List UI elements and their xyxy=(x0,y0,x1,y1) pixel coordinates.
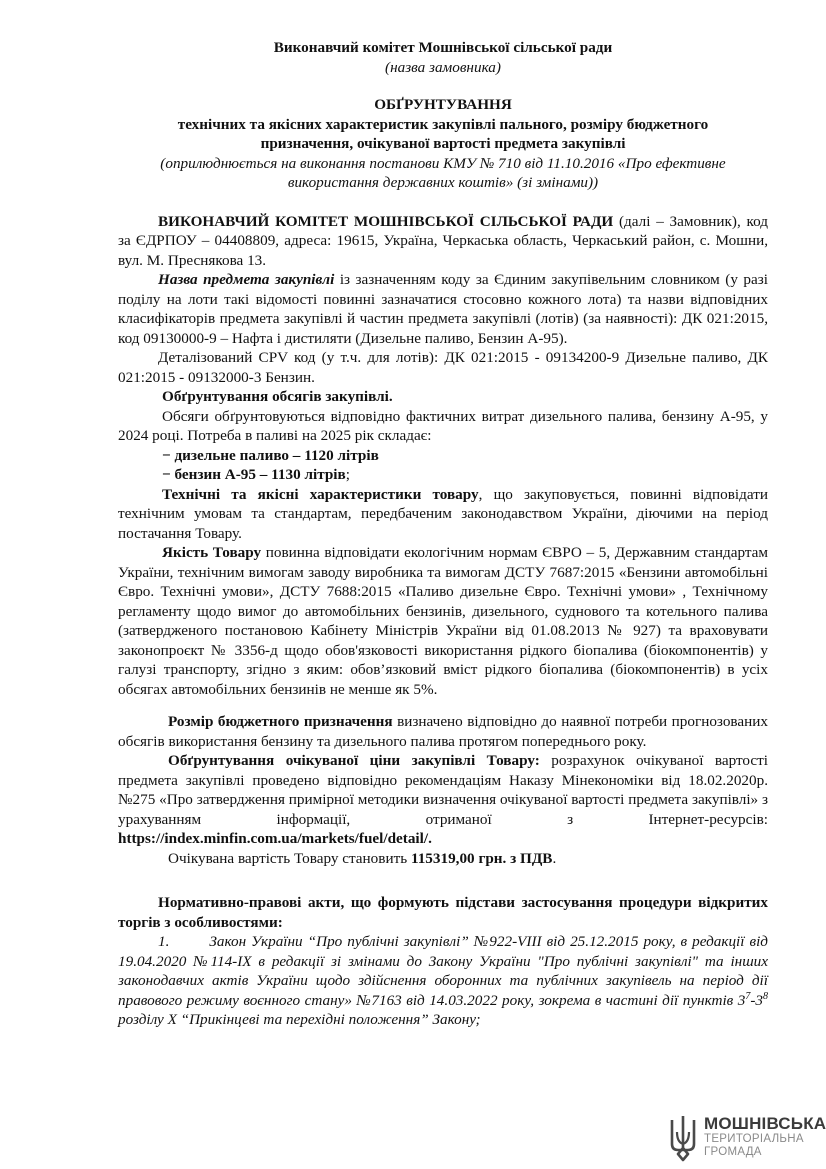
budget-text: визначено відповідно до наявної потреби прогнозованих обсягів використання бензину та дизельного палива протягом попереднього року. xyxy=(118,713,768,750)
volumes-heading: Обґрунтування обсягів закупівлі. xyxy=(162,388,393,405)
quality-text: повинна відповідати екологічним нормам ЄВРО – 5, Державним стандартам України, технічним вимогам заводу виробника та вимогам ДСТУ 7687:2015 «Бензини автомобільні Євро. Технічні умови», ДСТУ 7688:2015 «Паливо дизельне Євро. Технічні умови» , Технічному регламенту щодо вимог до автомобільних бензинів, дизельного, суднового та котельного палива (затвердженого постановою Кабінету Міністрів України від 01.08.2013 № 927) та враховувати законопроєкт № 3356-д щодо обов'язковості використання рідкого біопалива (біокомпонентів) у галузі транспорту, згідно з яким: обов’язковий вміст рідкого біопалива (біокомпонентів) в усіх обсягах автомобільних бензинів не менше як 5%. xyxy=(118,544,769,698)
subject-paragraph xyxy=(118,270,768,348)
subject-label: Назва предмета закупівлі xyxy=(158,271,335,288)
budget-label: Розмір бюджетного призначення xyxy=(168,713,393,730)
tech-text: , що закуповується, повинні відповідати технічним умовам та стандартам, передбаченим законодавством України, діючими на період постачання Товару. xyxy=(118,485,768,542)
tech-label: Технічні та якісні характеристики товару xyxy=(162,485,479,503)
price-text: розрахунок очікуваної вартості предмета закупівлі проведено відповідно рекомендаціям Наказу Мінекономіки від 18.02.2020р. №275 «Про затвердження примірної методики визначення очікуваної вартості предмета закупівлі» з урахуванням інформації, отриманої з Інтернет-ресурсів: xyxy=(118,752,768,828)
price-paragraph xyxy=(118,751,768,849)
tech-paragraph xyxy=(118,485,768,544)
legal-item-1: 1. Закон України “Про публічні закупівлі” №922-VIII від 25.12.2015 року, в редакції від 19.04.2020 №114-IX в редакції зі змінами до Закону України "Про публічні закупівлі" та інших законодавчих актів України щодо здійснення оборонних та публічних закупівель на період дії правового режиму воєнного стану» №7163 від 14.03.2022 року, зокрема в частині дії пунктів $3^7-3^8$ розділу X “Прикінцеві та перехідні положення” Закону; xyxy=(118,933,768,1028)
volume-item-petrol: − бензин А-95 – 1130 літрів; xyxy=(162,466,350,483)
doc-note-1: (оприлюднюється на виконання постанови КМУ № 710 від 11.10.2016 «Про ефективне xyxy=(160,154,726,172)
org-details: (далі – Замовник), код за ЄДРПОУ – 04408809, адреса: 19615, Україна, Черкаська область, Черкаський район, с. Мошни, вул. М. Преснякова 13. xyxy=(118,212,768,269)
volumes-text: Обсяги обґрунтовуються відповідно фактичних витрат дизельного палива, бензину А-95, у 2024 році. Потреба в паливі на 2025 рік складає: xyxy=(118,407,768,444)
doc-heading: ОБҐРУНТУВАННЯ xyxy=(374,96,512,113)
trident-emblem-icon xyxy=(668,1114,698,1162)
quality-paragraph xyxy=(118,543,768,699)
doc-note-2: використання державних коштів» (зі змінами)) xyxy=(287,174,599,191)
logo-title: МОШНІВСЬКА xyxy=(704,1114,826,1133)
quality-label: Якість Товару xyxy=(162,544,262,561)
customer-caption: (назва замовника) xyxy=(385,58,501,76)
document-page xyxy=(118,38,768,1030)
expected-value: 115319,00 грн. з ПДВ xyxy=(410,849,553,867)
logo-subtitle-2: ГРОМАДА xyxy=(704,1146,762,1158)
customer-name: Виконавчий комітет Мошнівської сільської ради xyxy=(273,39,613,56)
intro-paragraph xyxy=(118,212,768,271)
cpv-paragraph: Деталізований CPV код (у т.ч. для лотів): ДК 021:2015 - 09134200-9 Дизельне паливо, ДК 021:2015 - 09132000-3 Бензин. xyxy=(118,349,768,386)
doc-subheading-2: призначення, очікуваної вартості предмета закупівлі xyxy=(260,135,626,152)
logo-subtitle-1: ТЕРИТОРІАЛЬНА xyxy=(704,1133,804,1145)
price-source-url: https://index.minfin.com.ua/markets/fuel/detail/. xyxy=(118,830,432,847)
legal-heading: Нормативно-правові акти, що формують підстави застосування процедури відкритих торгів з особливостями: xyxy=(118,894,768,931)
subject-text: із зазначенням коду за Єдиним закупівельним словником (у разі поділу на лоти такі відомості повинні зазначатися стосовно кожного лота) та назви відповідних класифікаторів предмета закупівлі й частин предмета закупівлі (лотів) (за наявності): ДК 021:2015, код 09130000-9 – Нафта і дистиляти (Дизельне паливо, Бензин А-95). xyxy=(118,271,768,347)
doc-subheading-1: технічних та якісних характеристик закупівлі пального, розміру бюджетного xyxy=(177,115,709,133)
expected-value-paragraph: Очікувана вартість Товару становить 115319,00 грн. з ПДВ. xyxy=(168,849,557,867)
legal-item-number: 1. xyxy=(158,933,170,950)
price-label: Обґрунтування очікуваної ціни закупівлі Товару: xyxy=(168,752,540,769)
budget-paragraph xyxy=(118,712,768,751)
volume-item-diesel: − дизельне паливо – 1120 літрів xyxy=(162,446,379,464)
community-logo xyxy=(668,1114,826,1164)
org-name: ВИКОНАВЧИЙ КОМІТЕТ МОШНІВСЬКОЇ СІЛЬСЬКОЇ РАДИ xyxy=(158,212,614,230)
